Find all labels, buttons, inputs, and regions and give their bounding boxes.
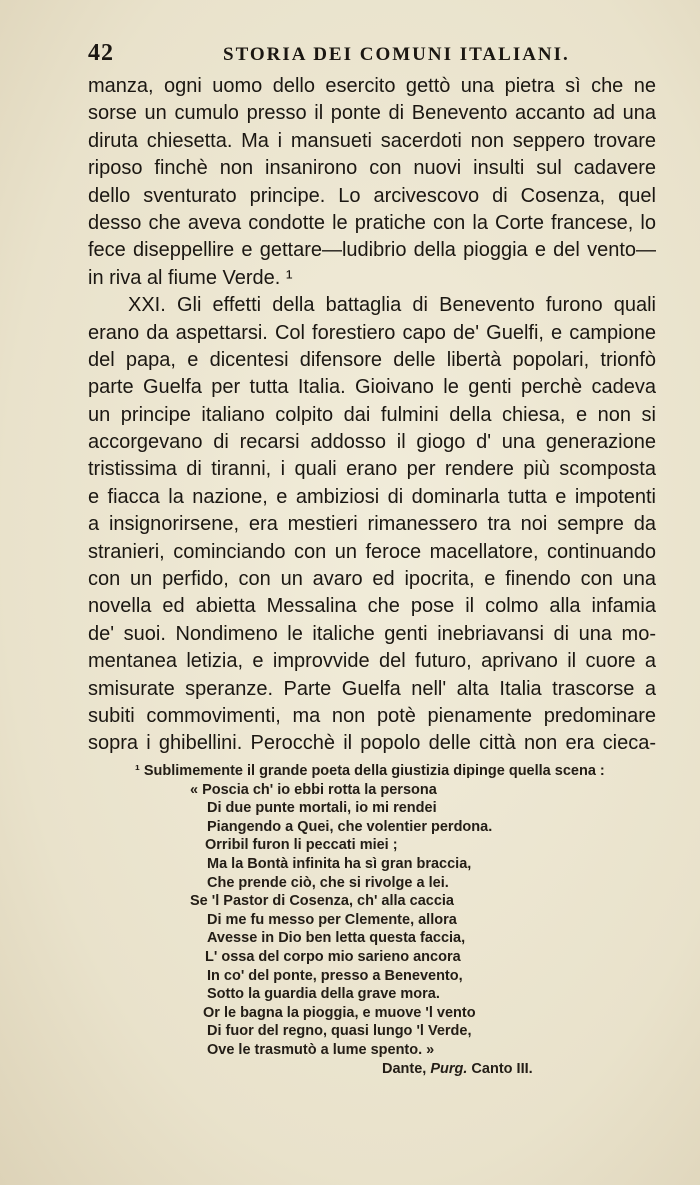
verse-line: Ma la Bontà infinita ha sì gran braccia, bbox=[207, 855, 472, 872]
section-start-line: XXI. Gli effetti della battaglia di Benevento furono quali bbox=[128, 294, 656, 317]
text-line: diruta chiesetta. Ma i mansueti sacerdoti non seppero trovare bbox=[88, 129, 656, 152]
verse-line: Di me fu messo per Clemente, allora bbox=[207, 911, 457, 928]
text-line: riposo finchè non insanirono con nuovi insulti sul cadavere bbox=[88, 157, 656, 180]
footnote-intro: ¹ Sublimemente il grande poeta della giustizia dipinge quella scena : bbox=[135, 763, 605, 779]
text-line: tristissima di tiranni, i quali erano per rendere più scomposta bbox=[88, 458, 656, 481]
text-line: de' suoi. Nondimeno le italiche genti inebriavansi di una mo- bbox=[88, 622, 656, 645]
text-line: parte Guelfa per tutta Italia. Gioivano le genti perchè cadeva bbox=[88, 376, 656, 399]
text-line: e fiacca la nazione, e ambiziosi di dominarla tutta e impotenti bbox=[88, 485, 656, 508]
footnote bbox=[135, 762, 635, 1078]
verse-line: Ove le trasmutò a lume spento. » bbox=[207, 1041, 435, 1058]
verse-line: « Poscia ch' io ebbi rotta la persona bbox=[190, 781, 437, 798]
text-line: in riva al fiume Verde. ¹ bbox=[88, 266, 293, 289]
main-text bbox=[88, 73, 656, 758]
verse-line: Di fuor del regno, quasi lungo 'l Verde, bbox=[207, 1023, 472, 1040]
running-title: STORIA DEI COMUNI ITALIANI. bbox=[223, 44, 570, 65]
text-line: dello sventurato principe. Lo arcivescovo di Cosenza, quel bbox=[88, 184, 656, 207]
text-line: stranieri, cominciando con un feroce macellatore, continuando bbox=[88, 540, 656, 563]
verse-line: Se 'l Pastor di Cosenza, ch' alla caccia bbox=[190, 893, 454, 910]
verse-line: Orribil furon li peccati miei ; bbox=[205, 837, 398, 854]
footnote-credit bbox=[135, 1060, 635, 1079]
verse-line: Che prende ciò, che si rivolge a lei. bbox=[207, 874, 449, 891]
verse-line: Or le bagna la pioggia, e muove 'l vento bbox=[203, 1004, 476, 1021]
text-line: accorgevano di recarsi addosso il giogo d' una generazione bbox=[88, 431, 656, 454]
verse-line: Avesse in Dio ben letta questa faccia, bbox=[207, 930, 466, 947]
verse-line: L' ossa del corpo mio sarieno ancora bbox=[205, 948, 461, 965]
text-line: sorse un cumulo presso il ponte di Benevento accanto ad una bbox=[88, 102, 656, 125]
text-line: a insignorirsene, era mestieri rimanessero tra noi sempre da bbox=[88, 513, 656, 536]
page-header bbox=[88, 40, 656, 70]
text-line: del papa, e dicentesi difensore delle libertà popolari, trionfò bbox=[88, 348, 656, 371]
text-line: smisurate speranze. Parte Guelfa nell' alta Italia trascorse a bbox=[88, 677, 656, 700]
verse-line: In co' del ponte, presso a Benevento, bbox=[207, 967, 463, 984]
text-line: desso che aveva condotte le pratiche con la Corte francese, lo bbox=[88, 211, 656, 234]
verse-line: Piangendo a Quei, che volentier perdona. bbox=[207, 818, 493, 835]
text-line: un principe italiano colpito dai fulmini della chiesa, e non si bbox=[88, 403, 656, 426]
page-number: 42 bbox=[88, 40, 114, 66]
text-line: con un perfido, con un avaro ed ipocrita, e finendo con una bbox=[88, 568, 656, 591]
text-line: novella ed abietta Messalina che pose il colmo alla infamia bbox=[88, 595, 656, 618]
text-line: fece diseppellire e gettare—ludibrio della pioggia e del vento— bbox=[88, 239, 656, 262]
verse-line: Sotto la guardia della grave mora. bbox=[207, 986, 440, 1003]
text-line: erano da aspettarsi. Col forestiero capo de' Guelfi, e campione bbox=[88, 321, 656, 344]
text-line: sopra i ghibellini. Perocchè il popolo delle città non era cieca- bbox=[88, 732, 656, 755]
credit-work: Purg. bbox=[430, 1060, 468, 1077]
text-line: subiti commovimenti, ma non potè pienamente predominare bbox=[88, 704, 656, 727]
text-line: mentanea letizia, e improvvide del futuro, aprivano il cuore a bbox=[88, 650, 656, 673]
credit-canto: Canto III. bbox=[467, 1060, 533, 1077]
text-line: manza, ogni uomo dello esercito gettò una pietra sì che ne bbox=[88, 75, 656, 97]
credit-author: Dante, bbox=[382, 1060, 431, 1077]
verse-line: Di due punte mortali, io mi rendei bbox=[207, 800, 437, 817]
